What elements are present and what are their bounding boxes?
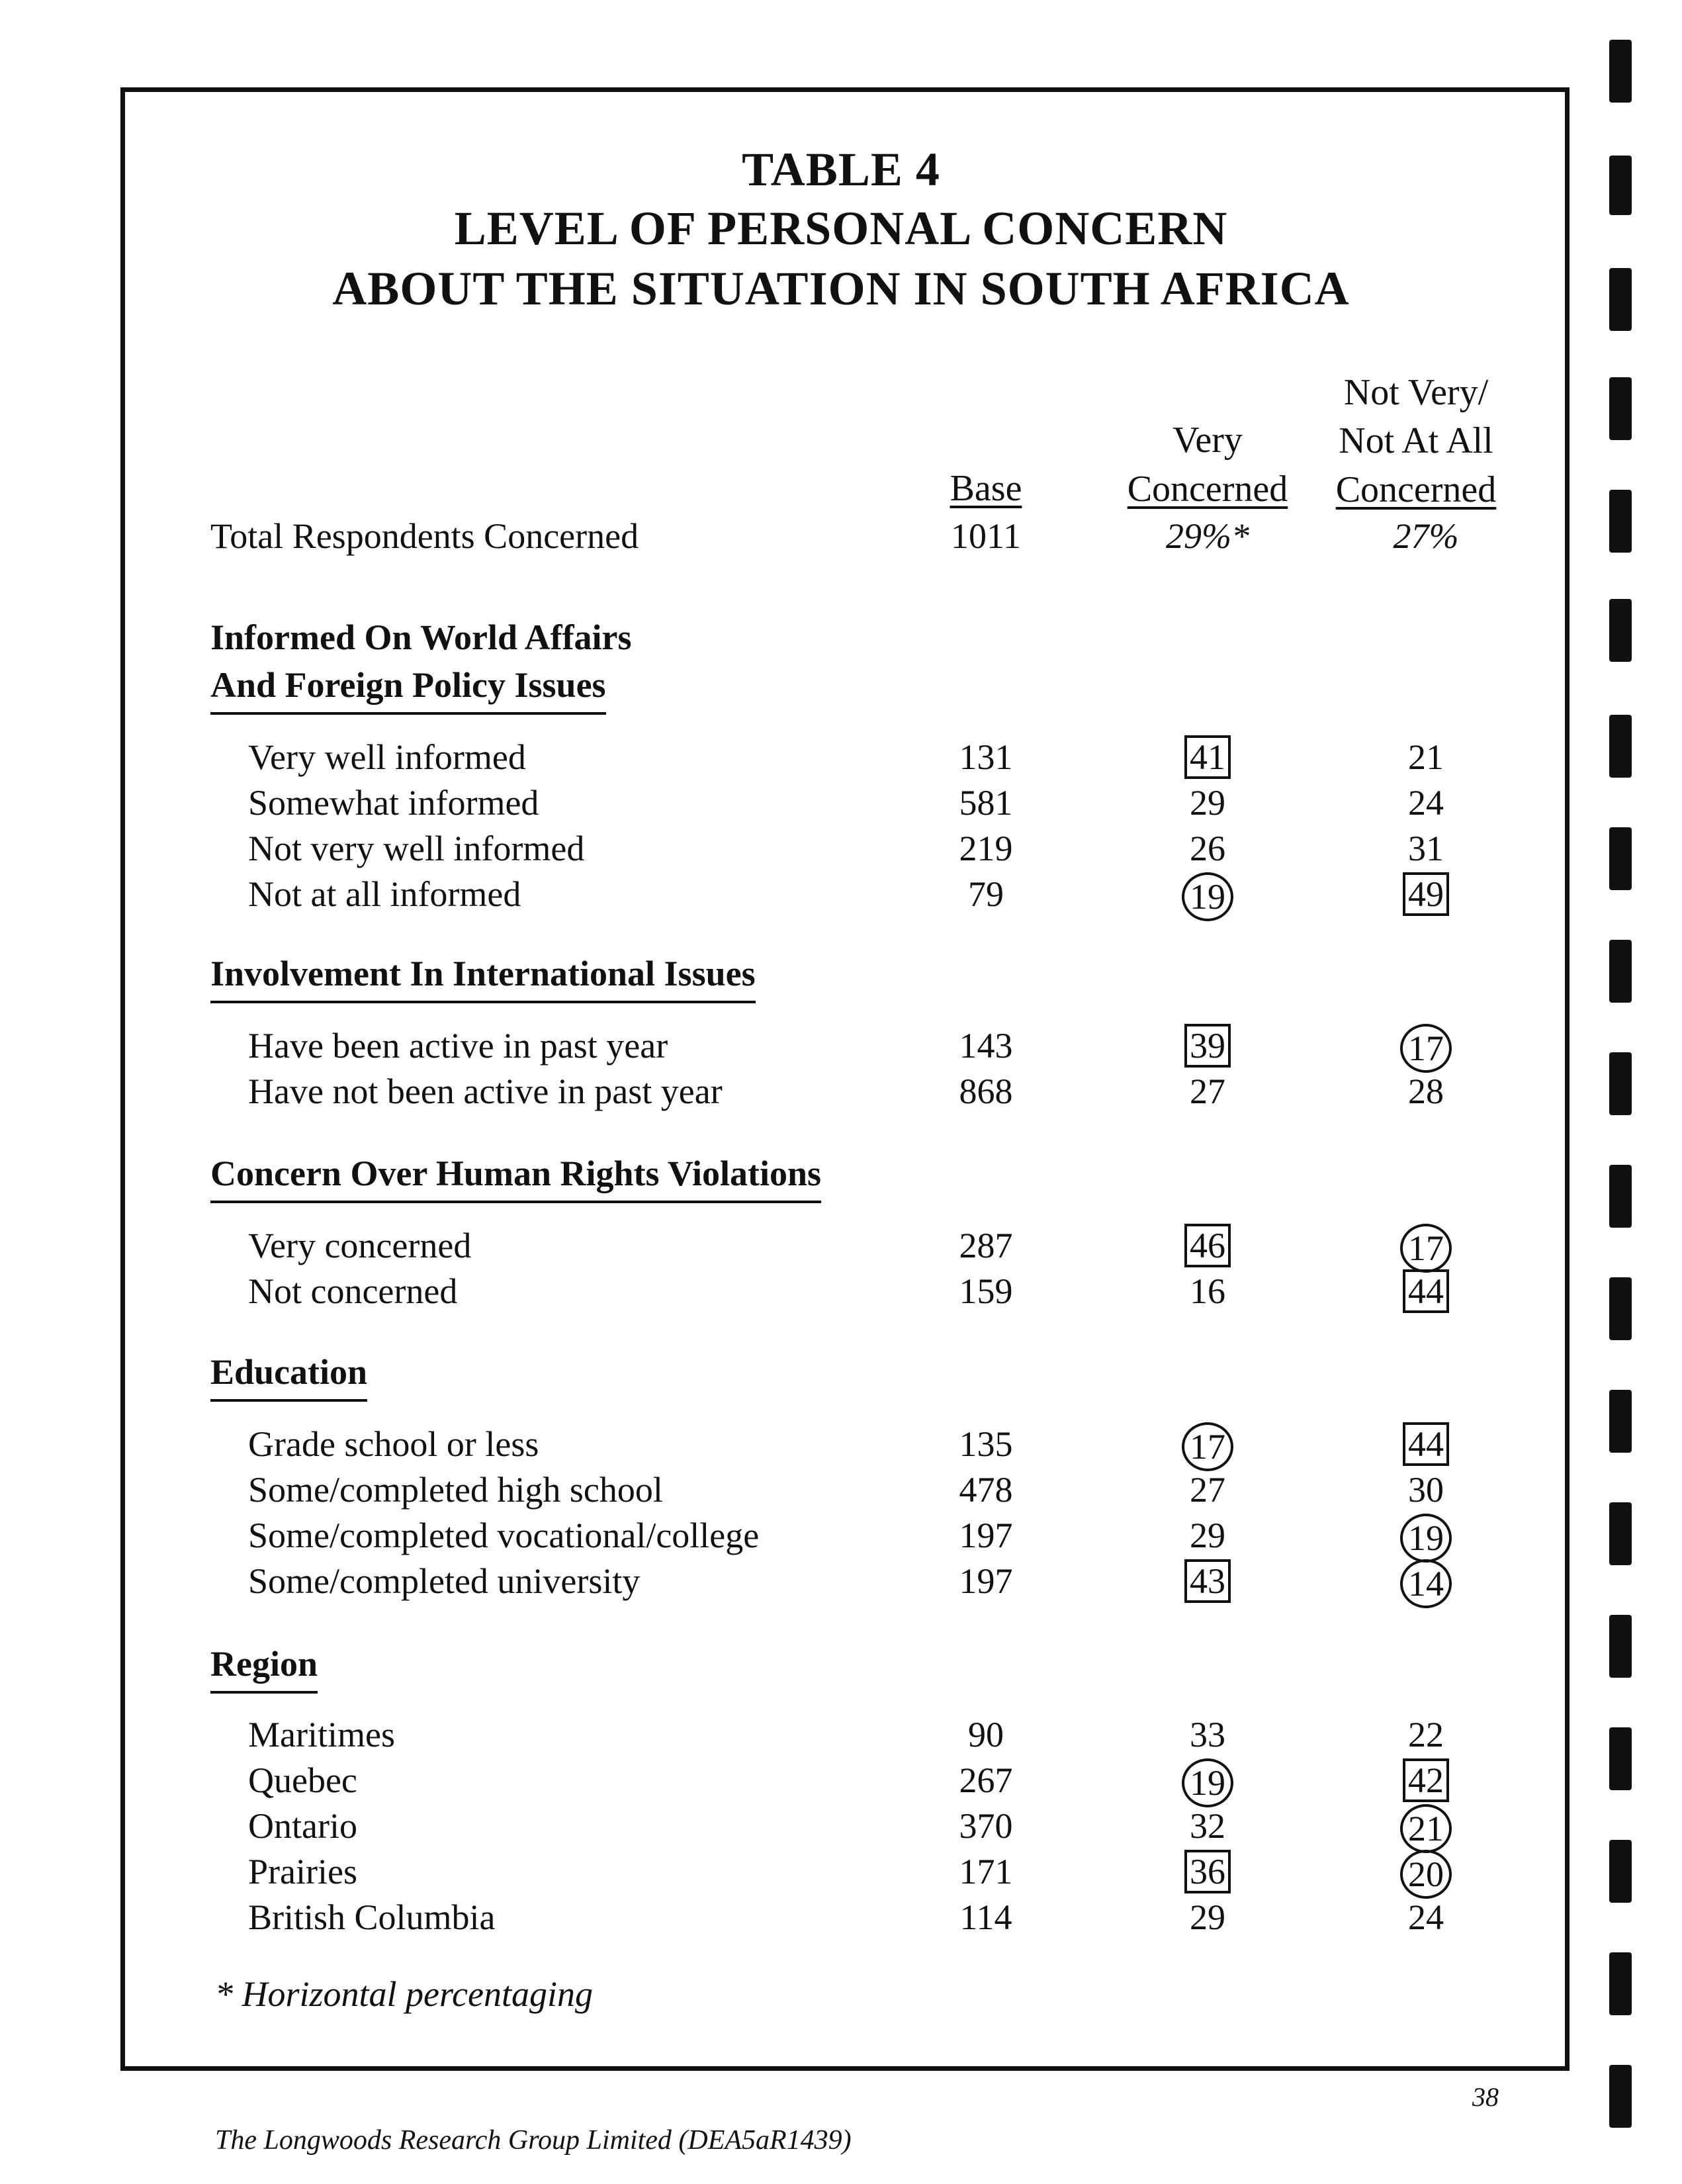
very-header-line-1: Very <box>1173 420 1243 461</box>
row-very-value <box>1155 1808 1261 1844</box>
row-base-value: 581 <box>959 783 1013 823</box>
row-label: Some/completed vocational/college <box>248 1516 760 1555</box>
punch-mark <box>1609 1727 1632 1790</box>
value-text: 33 <box>1190 1715 1225 1754</box>
row-base-value: 131 <box>959 737 1013 777</box>
section-heading <box>210 1150 821 1203</box>
value-text: 29 <box>1190 783 1225 823</box>
footnote: * Horizontal percentaging <box>215 1974 593 2014</box>
punch-mark <box>1609 599 1632 662</box>
row-label: Have not been active in past year <box>248 1071 723 1111</box>
row-not-value <box>1373 1472 1479 1508</box>
row-base-value: 219 <box>959 829 1013 868</box>
section-heading-line: Informed On World Affairs <box>210 617 632 657</box>
row-base-value: 90 <box>968 1715 1004 1754</box>
row-label: Very concerned <box>248 1226 472 1265</box>
section-heading <box>210 614 632 715</box>
table-title-line-2: ABOUT THE SITUATION IN SOUTH AFRICA <box>332 262 1350 315</box>
row-very-value <box>1155 1422 1261 1471</box>
total-very-concerned: 29%* <box>1166 516 1249 556</box>
row-not-value <box>1373 1224 1479 1273</box>
punch-mark <box>1609 2065 1632 2128</box>
row-not-value <box>1373 1559 1479 1608</box>
boxed-value: 44 <box>1403 1422 1449 1466</box>
row-label: Ontario <box>248 1806 357 1846</box>
boxed-value: 39 <box>1184 1024 1231 1068</box>
section-heading <box>210 950 756 1003</box>
row-base-value: 143 <box>959 1026 1013 1066</box>
footer-credit: The Longwoods Research Group Limited (DEA5aR1439) <box>215 2125 852 2156</box>
punch-mark <box>1609 156 1632 215</box>
punch-mark <box>1609 268 1632 331</box>
value-text: 30 <box>1408 1470 1444 1510</box>
row-label: Somewhat informed <box>248 783 539 823</box>
section-heading <box>210 1349 367 1402</box>
section-heading-line: Concern Over Human Rights Violations <box>210 1150 821 1203</box>
row-label: British Columbia <box>248 1897 496 1937</box>
row-not-value <box>1373 1850 1479 1899</box>
value-text: 31 <box>1408 829 1444 868</box>
punch-mark <box>1609 1952 1632 2015</box>
value-text: 16 <box>1190 1271 1225 1311</box>
column-header-base <box>923 470 1049 507</box>
boxed-value: 42 <box>1403 1758 1449 1802</box>
row-not-value <box>1373 1514 1479 1563</box>
punch-mark <box>1609 490 1632 553</box>
row-base-value: 370 <box>959 1806 1013 1846</box>
value-text: 22 <box>1408 1715 1444 1754</box>
row-base-value: 135 <box>959 1424 1013 1464</box>
boxed-value: 41 <box>1184 735 1231 779</box>
row-very-value <box>1155 735 1261 779</box>
boxed-value: 49 <box>1403 872 1449 916</box>
row-not-value <box>1373 785 1479 821</box>
row-very-value <box>1155 1899 1261 1935</box>
total-not-concerned: 27% <box>1393 516 1459 556</box>
punch-mark <box>1609 1277 1632 1340</box>
value-text: 24 <box>1408 783 1444 823</box>
row-label: Not very well informed <box>248 829 585 868</box>
boxed-value: 43 <box>1184 1559 1231 1603</box>
punch-mark <box>1609 715 1632 778</box>
row-not-value <box>1373 831 1479 866</box>
section-heading-line: Region <box>210 1641 318 1694</box>
row-label: Some/completed university <box>248 1561 641 1601</box>
page-number: 38 <box>1472 2082 1499 2112</box>
boxed-value: 44 <box>1403 1269 1449 1313</box>
punch-mark <box>1609 1615 1632 1678</box>
not-header-line-2: Not At All <box>1339 420 1493 461</box>
row-very-value <box>1155 785 1261 821</box>
base-header-label: Base <box>950 468 1022 509</box>
circled-value: 20 <box>1400 1850 1452 1899</box>
value-text: 29 <box>1190 1516 1225 1555</box>
row-label: Some/completed high school <box>248 1470 663 1510</box>
punch-mark <box>1609 377 1632 440</box>
circled-value: 19 <box>1400 1514 1452 1563</box>
not-header-line-1: Not Very/ <box>1343 372 1489 413</box>
table-number: TABLE 4 <box>742 143 940 196</box>
punch-mark <box>1609 827 1632 890</box>
section-heading-line: And Foreign Policy Issues <box>210 662 606 715</box>
row-not-value <box>1373 1269 1479 1313</box>
section-heading-line: Education <box>210 1349 367 1402</box>
total-row-label: Total Respondents Concerned <box>210 516 639 556</box>
punch-mark <box>1609 1840 1632 1903</box>
boxed-value: 46 <box>1184 1224 1231 1267</box>
row-very-value <box>1155 1073 1261 1109</box>
row-base-value: 287 <box>959 1226 1013 1265</box>
row-very-value <box>1155 1559 1261 1603</box>
punch-mark <box>1609 1052 1632 1115</box>
circled-value: 17 <box>1400 1224 1452 1273</box>
row-very-value <box>1155 1024 1261 1068</box>
row-base-value: 114 <box>959 1897 1012 1937</box>
row-base-value: 868 <box>959 1071 1013 1111</box>
row-very-value <box>1155 1273 1261 1309</box>
value-text: 27 <box>1190 1071 1225 1111</box>
row-not-value <box>1373 1422 1479 1466</box>
row-base-value: 171 <box>959 1852 1013 1891</box>
punch-mark <box>1609 940 1632 1003</box>
punch-mark <box>1609 1165 1632 1228</box>
value-text: 27 <box>1190 1470 1225 1510</box>
row-not-value <box>1373 1899 1479 1935</box>
very-header-line-2: Concerned <box>1127 469 1288 510</box>
row-label: Prairies <box>248 1852 357 1891</box>
row-not-value <box>1373 739 1479 775</box>
row-base-value: 478 <box>959 1470 1013 1510</box>
row-not-value <box>1373 1073 1479 1109</box>
row-very-value <box>1155 1850 1261 1893</box>
circled-value: 19 <box>1182 1758 1233 1807</box>
row-label: Quebec <box>248 1760 357 1800</box>
value-text: 32 <box>1190 1806 1225 1846</box>
row-not-value <box>1373 1024 1479 1073</box>
row-label: Maritimes <box>248 1715 395 1754</box>
row-very-value <box>1155 1472 1261 1508</box>
punch-mark <box>1609 1390 1632 1453</box>
row-base-value: 267 <box>959 1760 1013 1800</box>
total-base: 1011 <box>951 516 1021 556</box>
row-label: Have been active in past year <box>248 1026 668 1066</box>
row-very-value <box>1155 831 1261 866</box>
value-text: 24 <box>1408 1897 1444 1937</box>
row-base-value: 79 <box>968 874 1004 914</box>
row-very-value <box>1155 1758 1261 1807</box>
punch-mark <box>1609 40 1632 103</box>
row-not-value <box>1373 872 1479 916</box>
value-text: 21 <box>1408 737 1444 777</box>
not-header-line-3: Concerned <box>1335 469 1497 510</box>
row-base-value: 197 <box>959 1561 1013 1601</box>
column-header-very-concerned <box>1092 422 1323 508</box>
row-very-value <box>1155 1224 1261 1267</box>
row-not-value <box>1373 1717 1479 1752</box>
row-base-value: 159 <box>959 1271 1013 1311</box>
punch-mark <box>1609 1502 1632 1565</box>
circled-value: 17 <box>1400 1024 1452 1073</box>
row-very-value <box>1155 872 1261 921</box>
circled-value: 19 <box>1182 872 1233 921</box>
table-title-line-1: LEVEL OF PERSONAL CONCERN <box>454 202 1228 255</box>
circled-value: 21 <box>1400 1804 1452 1853</box>
value-text: 29 <box>1190 1897 1225 1937</box>
value-text: 28 <box>1408 1071 1444 1111</box>
row-label: Not at all informed <box>248 874 521 914</box>
circled-value: 14 <box>1400 1559 1452 1608</box>
row-label: Grade school or less <box>248 1424 539 1464</box>
row-label: Not concerned <box>248 1271 458 1311</box>
row-not-value <box>1373 1804 1479 1853</box>
row-not-value <box>1373 1758 1479 1802</box>
section-heading-line: Involvement In International Issues <box>210 950 756 1003</box>
value-text: 26 <box>1190 829 1225 868</box>
boxed-value: 36 <box>1184 1850 1231 1893</box>
row-very-value <box>1155 1717 1261 1752</box>
row-base-value: 197 <box>959 1516 1013 1555</box>
row-very-value <box>1155 1518 1261 1553</box>
column-header-not-concerned <box>1307 374 1525 508</box>
circled-value: 17 <box>1182 1422 1233 1471</box>
section-heading <box>210 1641 318 1694</box>
row-label: Very well informed <box>248 737 526 777</box>
